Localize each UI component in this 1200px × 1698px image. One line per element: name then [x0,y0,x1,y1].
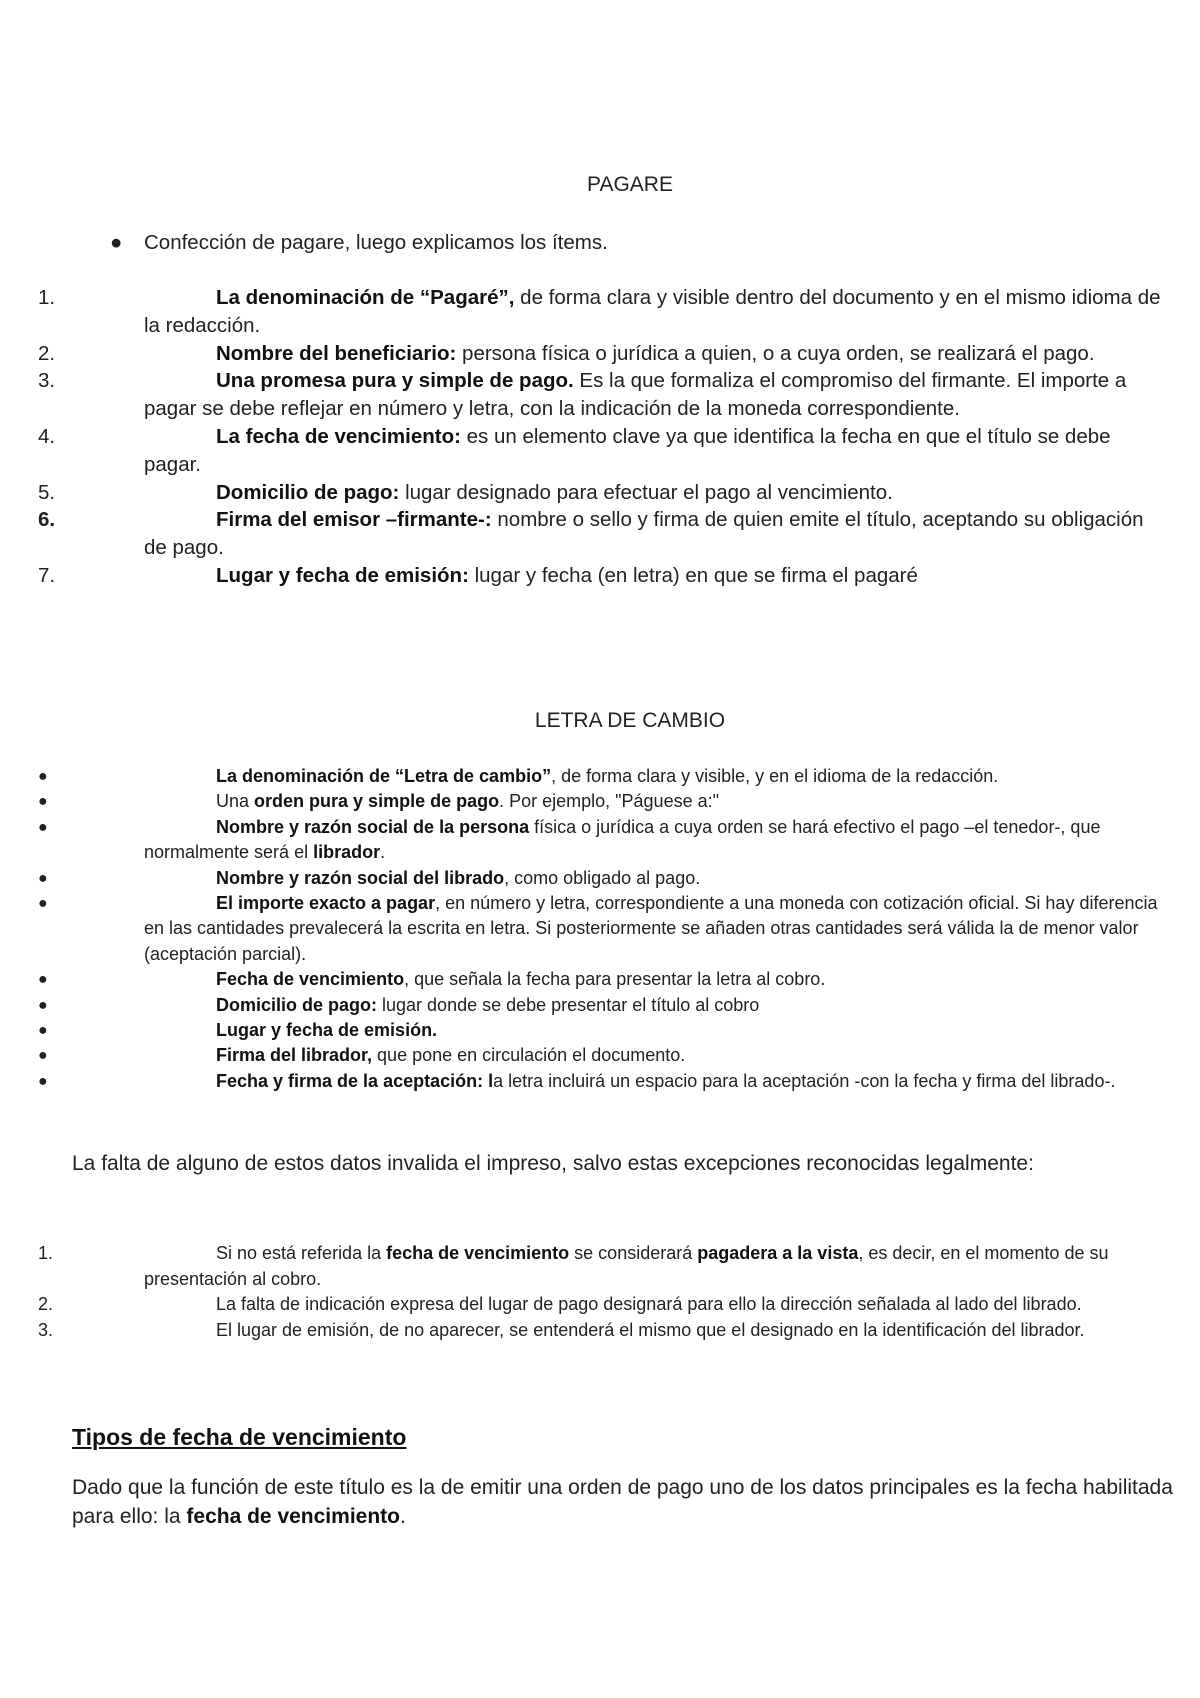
bullet-icon: ● [38,869,48,887]
letra-item [38,789,1180,814]
bullet-icon: ● [38,1072,48,1090]
pagare-item [38,562,1162,590]
letra-item [38,866,1180,891]
pagare-items-list [38,284,1162,590]
item-description: , que señala la fecha para presentar la letra al cobro. [404,969,826,990]
item-prefix: Una [216,791,255,812]
item-number: 2. [38,1294,54,1315]
intro-bullet [72,229,1172,257]
excepcion-item [38,1241,1152,1292]
item-term: Lugar y fecha de emisión: [216,563,469,587]
intro-bullet-text: Confección de pagare, luego explicamos los ítems. [144,231,608,254]
bullet-icon: ● [38,768,48,785]
item-suffix: . [380,842,386,863]
item-number: 3. [38,1319,54,1340]
bullet-icon: ● [38,1047,48,1065]
bullet-icon: ● [38,996,48,1014]
pagare-item [38,423,1162,479]
final-paragraph-bold: fecha de vencimiento [186,1504,400,1528]
excepcion-item [38,1318,1152,1344]
letra-item [38,815,1180,866]
final-paragraph [72,1474,1182,1531]
item-term: orden pura y simple de pago [254,791,500,812]
pagare-item [38,367,1162,423]
title-letra-de-cambio: LETRA DE CAMBIO [534,709,726,732]
item-term: Lugar y fecha de emisión. [216,1020,438,1041]
item-description: de forma clara y visible dentro del documento y en el mismo idioma de la redacción. [144,286,1161,337]
item-description: persona física o jurídica a quien, o a cuya orden, se realizará el pago. [456,341,1095,365]
letra-item [38,1069,1180,1094]
item-term: Firma del librador, [216,1045,373,1066]
item-term: Fecha de vencimiento [216,969,405,990]
item-number: 5. [38,480,56,504]
item-text: Si no está referida la [216,1243,387,1263]
item-description: , de forma clara y visible, y en el idioma de la redacción. [551,766,999,786]
item-term-secondary: librador [313,842,381,863]
item-number: 7. [38,563,56,587]
item-number: 1. [38,286,56,309]
item-term: fecha de vencimiento [386,1243,570,1263]
item-number: 2. [38,341,56,365]
pagare-item [38,506,1162,562]
pagare-item [38,284,1162,340]
item-description: que pone en circulación el documento. [372,1045,686,1066]
letra-item [38,967,1180,992]
pagare-item [38,340,1162,368]
item-middle: se considerará [569,1243,698,1263]
item-term: La denominación de “Letra de cambio” [216,766,552,786]
item-number: 3. [38,369,56,393]
item-description: nombre o sello y firma de quien emite el título, aceptando su obligación de pago. [144,508,1144,560]
subheading-tipos-fecha: Tipos de fecha de vencimiento [72,1424,407,1450]
pagare-item [38,479,1162,507]
bullet-icon: ● [110,231,123,254]
item-description: lugar designado para efectuar el pago al vencimiento. [399,480,893,504]
bullet-icon: ● [38,1022,48,1040]
item-number: 1. [38,1243,54,1263]
item-text: La falta de indicación expresa del lugar de pago designará para ello la dirección señalada al lado del librado. [216,1294,1082,1315]
item-description: . Por ejemplo, "Páguese a:" [499,791,719,812]
item-term: Una promesa pura y simple de pago. [216,369,574,393]
bullet-icon: ● [38,793,48,811]
item-term: Domicilio de pago: [216,480,400,504]
intro-list [72,229,1172,257]
final-paragraph-text: Dado que la función de este título es la de emitir una orden de pago uno de los datos principales es la fecha habilitada para ello: la [72,1476,1173,1528]
title-pagare: PAGARE [587,173,673,196]
bullet-icon: ● [38,971,48,989]
item-text: El lugar de emisión, de no aparecer, se entenderá el mismo que el designado en la identificación del librador. [216,1319,1085,1340]
item-description: lugar y fecha (en letra) en que se firma el pagaré [468,563,918,587]
item-term: El importe exacto a pagar [216,893,436,914]
item-term: Nombre del beneficiario: [216,341,457,365]
item-term: Fecha y firma de la aceptación: l [216,1070,494,1091]
item-number: 4. [38,424,56,448]
letra-item [38,1043,1180,1068]
item-description: , es decir, en el momento de su presentación al cobro. [144,1243,1109,1289]
excepcion-item [38,1292,1152,1318]
item-description: , en número y letra, correspondiente a una moneda con cotización oficial. Si hay diferencia en las cantidades prevalecerá la escrita en letra. Si posteriormente se añaden otras cantidades será válida la de menor valor (aceptación parcial). [144,893,1158,964]
item-term: Domicilio de pago: [216,994,378,1015]
item-term: La denominación de “Pagaré”, [216,286,515,309]
letra-items-list [38,764,1180,1094]
letra-item [38,764,1180,789]
item-description: , como obligado al pago. [504,867,701,888]
item-term: Nombre y razón social del librado [216,867,505,888]
item-description: es un elemento clave ya que identifica la fecha en que el título se debe pagar. [144,424,1111,476]
item-term-secondary: pagadera a la vista [697,1243,859,1263]
final-paragraph-end: . [399,1504,406,1528]
excepciones-list [38,1241,1152,1343]
bullet-icon: ● [38,895,48,913]
item-description: a letra incluirá un espacio para la aceptación -con la fecha y firma del librado-. [493,1070,1116,1091]
letra-item [38,891,1180,967]
item-term: Nombre y razón social de la persona [216,816,530,837]
item-description: lugar donde se debe presentar el título al cobro [377,994,760,1015]
letra-item [38,993,1180,1018]
item-description: física o jurídica a cuya orden se hará efectivo el pago –el tenedor-, que normalmente será el [144,816,1101,863]
letra-item [38,1018,1180,1043]
item-description: Es la que formaliza el compromiso del firmante. El importe a pagar se debe reflejar en número y letra, con la indicación de la moneda correspondiente. [144,369,1127,421]
item-term: Firma del emisor –firmante-: [216,508,492,532]
item-term: La fecha de vencimiento: [216,424,461,448]
bullet-icon: ● [38,818,48,836]
item-number: 6. [38,508,56,532]
falta-paragraph: La falta de alguno de estos datos invalida el impreso, salvo estas excepciones reconocidas legalmente: [72,1152,1034,1175]
